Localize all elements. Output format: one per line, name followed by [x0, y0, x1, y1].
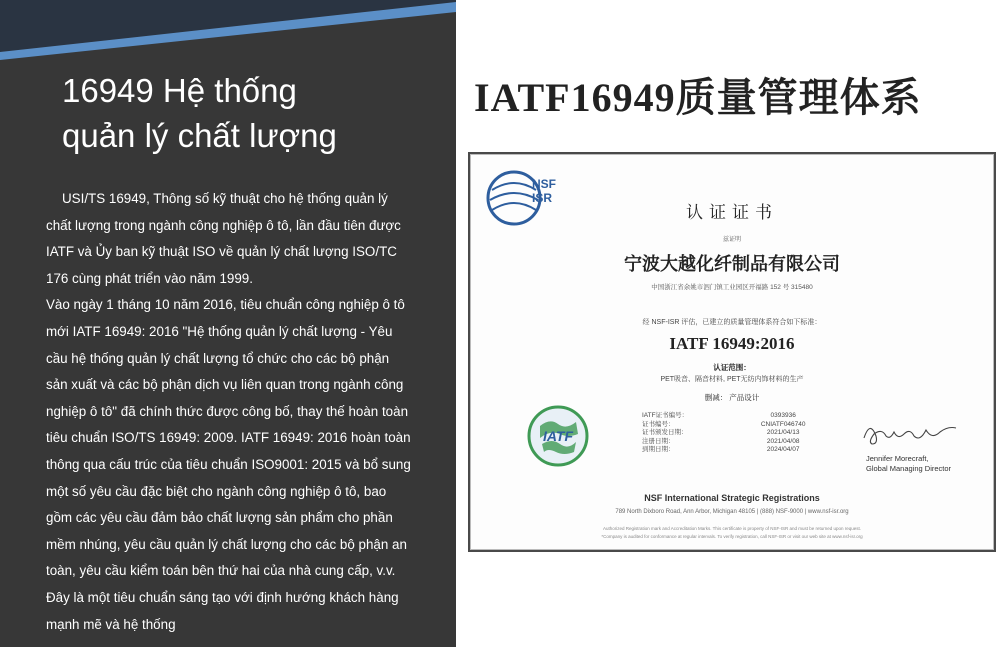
field-value: 2021/04/08 — [766, 437, 800, 445]
field-value: 2024/04/07 — [766, 446, 800, 454]
left-panel — [0, 0, 456, 647]
footnote-2: *Company is audited for conformance at regular intervals. To verify registration, call NSF-ISR or visit our web site at www.nsf-isr.org — [601, 534, 863, 539]
signer-role: Global Managing Director — [866, 464, 952, 473]
certificate-title: 认证证书 — [686, 203, 778, 223]
paragraph-2: Vào ngày 1 tháng 10 năm 2016, tiêu chuẩn công nghiệp ô tô mới IATF 16949: 2016 "Hệ thống quản lý chất lượng - Yêu cầu hệ thống quản lý chất lượng tổ chức cho các bộ phận sản xuất và các bộ phận dịch vụ liên quan trong ngành công nghiệp ô tô" đã chính thức được công bố, thay thế hoàn toàn tiêu chuẩn ISO/TS 16949: 2009. IATF 16949: 2016 hoàn toàn thông qua cấu trúc của tiêu chuẩn ISO9001: 2015 và bổ sung một số yêu cầu đặc biệt cho ngành công nghiệp ô tô, bao gồm các yêu cầu đảm bảo chất lượng sản phẩm cho phần mềm nhúng, yêu cầu quản lý chất lượng cho các bộ phận an toàn, yêu cầu kiểm toán bên thứ hai của nhà cung cấp, v.v. Đây là một tiêu chuẩn sáng tạo với định hướng khách hàng mạnh mẽ và hệ thống — [46, 297, 411, 632]
exclusion-text: 删减： 产品设计 — [704, 393, 760, 402]
conformity-statement: 经 NSF-ISR 评估，已建立的质量管理体系符合如下标准： — [642, 319, 822, 326]
company-name: 宁波大越化纤制品有限公司 — [624, 254, 840, 275]
issuing-organization: NSF International Strategic Registrations — [644, 493, 820, 503]
heading-line-1: 16949 Hệ thống — [62, 72, 297, 109]
standard-name: IATF 16949:2016 — [669, 334, 795, 353]
description-text — [46, 186, 412, 638]
field-value: 2021/04/13 — [766, 429, 800, 437]
certificate-field-row — [642, 412, 832, 421]
company-address: 中国浙江省余姚市泗门镇工业园区开福路 152 号 315480 — [651, 284, 813, 291]
signer-name: Jennifer Morecraft, — [866, 454, 929, 463]
iatf-logo-text: IATF — [542, 428, 574, 444]
certificate-field-row — [642, 429, 832, 438]
heading-line-2: quản lý chất lượng — [62, 117, 337, 154]
certificate-field-row — [642, 446, 832, 455]
stripe-dark — [0, 0, 456, 52]
iatf-globe-logo-icon — [526, 404, 590, 468]
certificate-field-row — [642, 421, 832, 430]
certificate-subtitle: 兹证明 — [722, 237, 741, 243]
logo-text-top: NSF — [532, 177, 556, 191]
field-value: CNIATF046740 — [760, 420, 806, 428]
footnote-1: Authorized Registration mark and Accreditation Marks. This certificate is property of NSF-ISR and must be returned upon request. — [602, 526, 862, 531]
certificate-fields — [642, 412, 832, 455]
scope-label: 认证范围： — [713, 363, 751, 372]
field-label: 证书颁发日期： — [642, 429, 688, 437]
page-heading — [62, 68, 442, 158]
field-label: IATF证书编号： — [642, 412, 689, 419]
logo-text-bottom: ISR — [532, 191, 553, 205]
certificate-image — [468, 152, 996, 552]
paragraph-1: USI/TS 16949, Thông số kỹ thuật cho hệ thống quản lý chất lượng trong ngành công nghiệp ô tô, lần đầu tiên được IATF và Ủy ban kỹ thuật ISO về quản lý chất lượng ISO/TC 176 cùng phát triển vào năm 1999. — [46, 191, 401, 286]
field-label: 到期日期： — [642, 446, 675, 454]
header-stripe — [0, 0, 456, 60]
field-value: 0393936 — [770, 412, 796, 419]
organization-address: 789 North Dixboro Road, Ann Arbor, Michigan 48105 | (888) NSF-9000 | www.nsf-isr.org — [615, 509, 849, 515]
scope-text: PET吸音、隔音材料, PET无纺内饰材料的生产 — [660, 376, 804, 383]
signature-image — [860, 418, 960, 448]
field-label: 注册日期： — [642, 437, 675, 445]
field-label: 证书编号： — [642, 420, 675, 428]
certificate-heading: IATF16949质量管理体系 — [474, 75, 922, 120]
